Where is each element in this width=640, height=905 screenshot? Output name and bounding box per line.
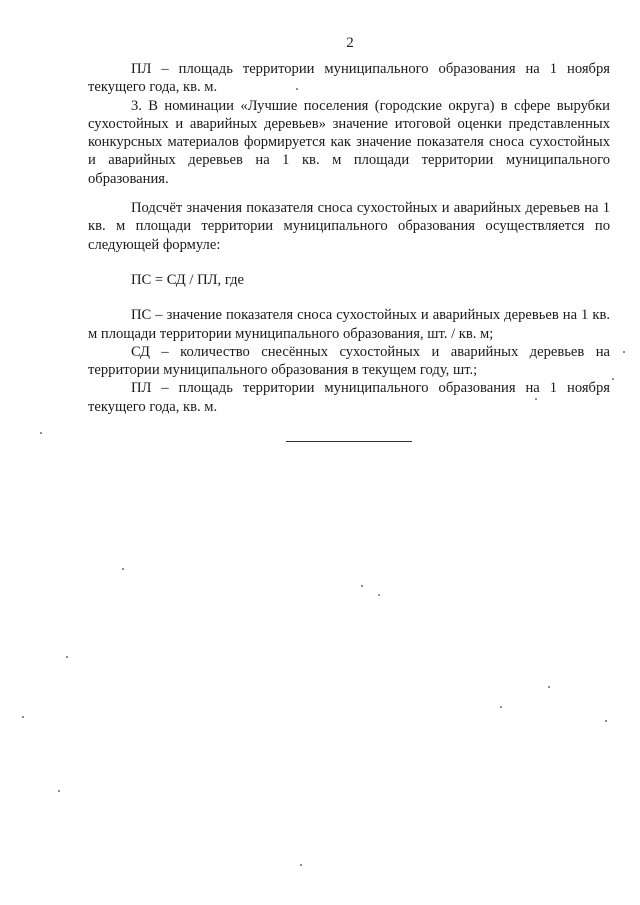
scan-speck xyxy=(361,585,363,587)
paragraph-pl-definition: ПЛ – площадь территории муниципального образования на 1 ноября текущего года, кв. м. xyxy=(88,61,610,96)
scan-speck xyxy=(548,686,550,688)
scan-speck xyxy=(623,351,625,353)
scan-speck xyxy=(22,716,24,718)
formula: ПС = СД / ПЛ, где xyxy=(131,271,245,288)
paragraph-ps-definition: ПС – значение показателя сноса сухостойных и аварийных деревьев на 1 кв. м площади территории муниципального образования, шт. / кв. м; xyxy=(88,307,610,342)
scan-speck xyxy=(296,88,298,90)
spacer xyxy=(88,188,610,199)
page-number: 2 xyxy=(346,35,354,51)
scan-speck xyxy=(58,790,60,792)
paragraph-nomination: 3. В номинации «Лучшие поселения (городские округа) в сфере вырубки сухостойных и аварийных деревьев» значение итоговой оценки представленных конкурсных материалов формируется как значение показателя сноса сухостойных и аварийных деревьев на 1 кв. м площади территории муниципального образования. xyxy=(88,97,610,187)
scan-speck xyxy=(378,594,380,596)
paragraph-calculation-intro: Подсчёт значения показателя сноса сухостойных и аварийных деревьев на 1 кв. м площади территории муниципального образования осуществляется по следующей формуле: xyxy=(88,200,610,253)
spacer xyxy=(88,289,610,306)
scan-speck xyxy=(40,432,42,434)
spacer xyxy=(88,254,610,271)
scan-speck xyxy=(612,378,614,380)
scan-speck xyxy=(66,656,68,658)
scan-speck xyxy=(535,398,537,400)
document-body xyxy=(88,60,610,416)
scan-speck xyxy=(605,720,607,722)
scan-speck xyxy=(500,706,502,708)
paragraph-sd-definition: СД – количество снесённых сухостойных и аварийных деревьев на территории муниципального образования в текущем году, шт.; xyxy=(88,343,610,379)
paragraph-pl-definition-2: ПЛ – площадь территории муниципального образования на 1 ноября текущего года, кв. м. xyxy=(88,380,610,415)
scan-speck xyxy=(300,864,302,866)
end-separator-line xyxy=(286,441,412,442)
scan-speck xyxy=(122,568,124,570)
